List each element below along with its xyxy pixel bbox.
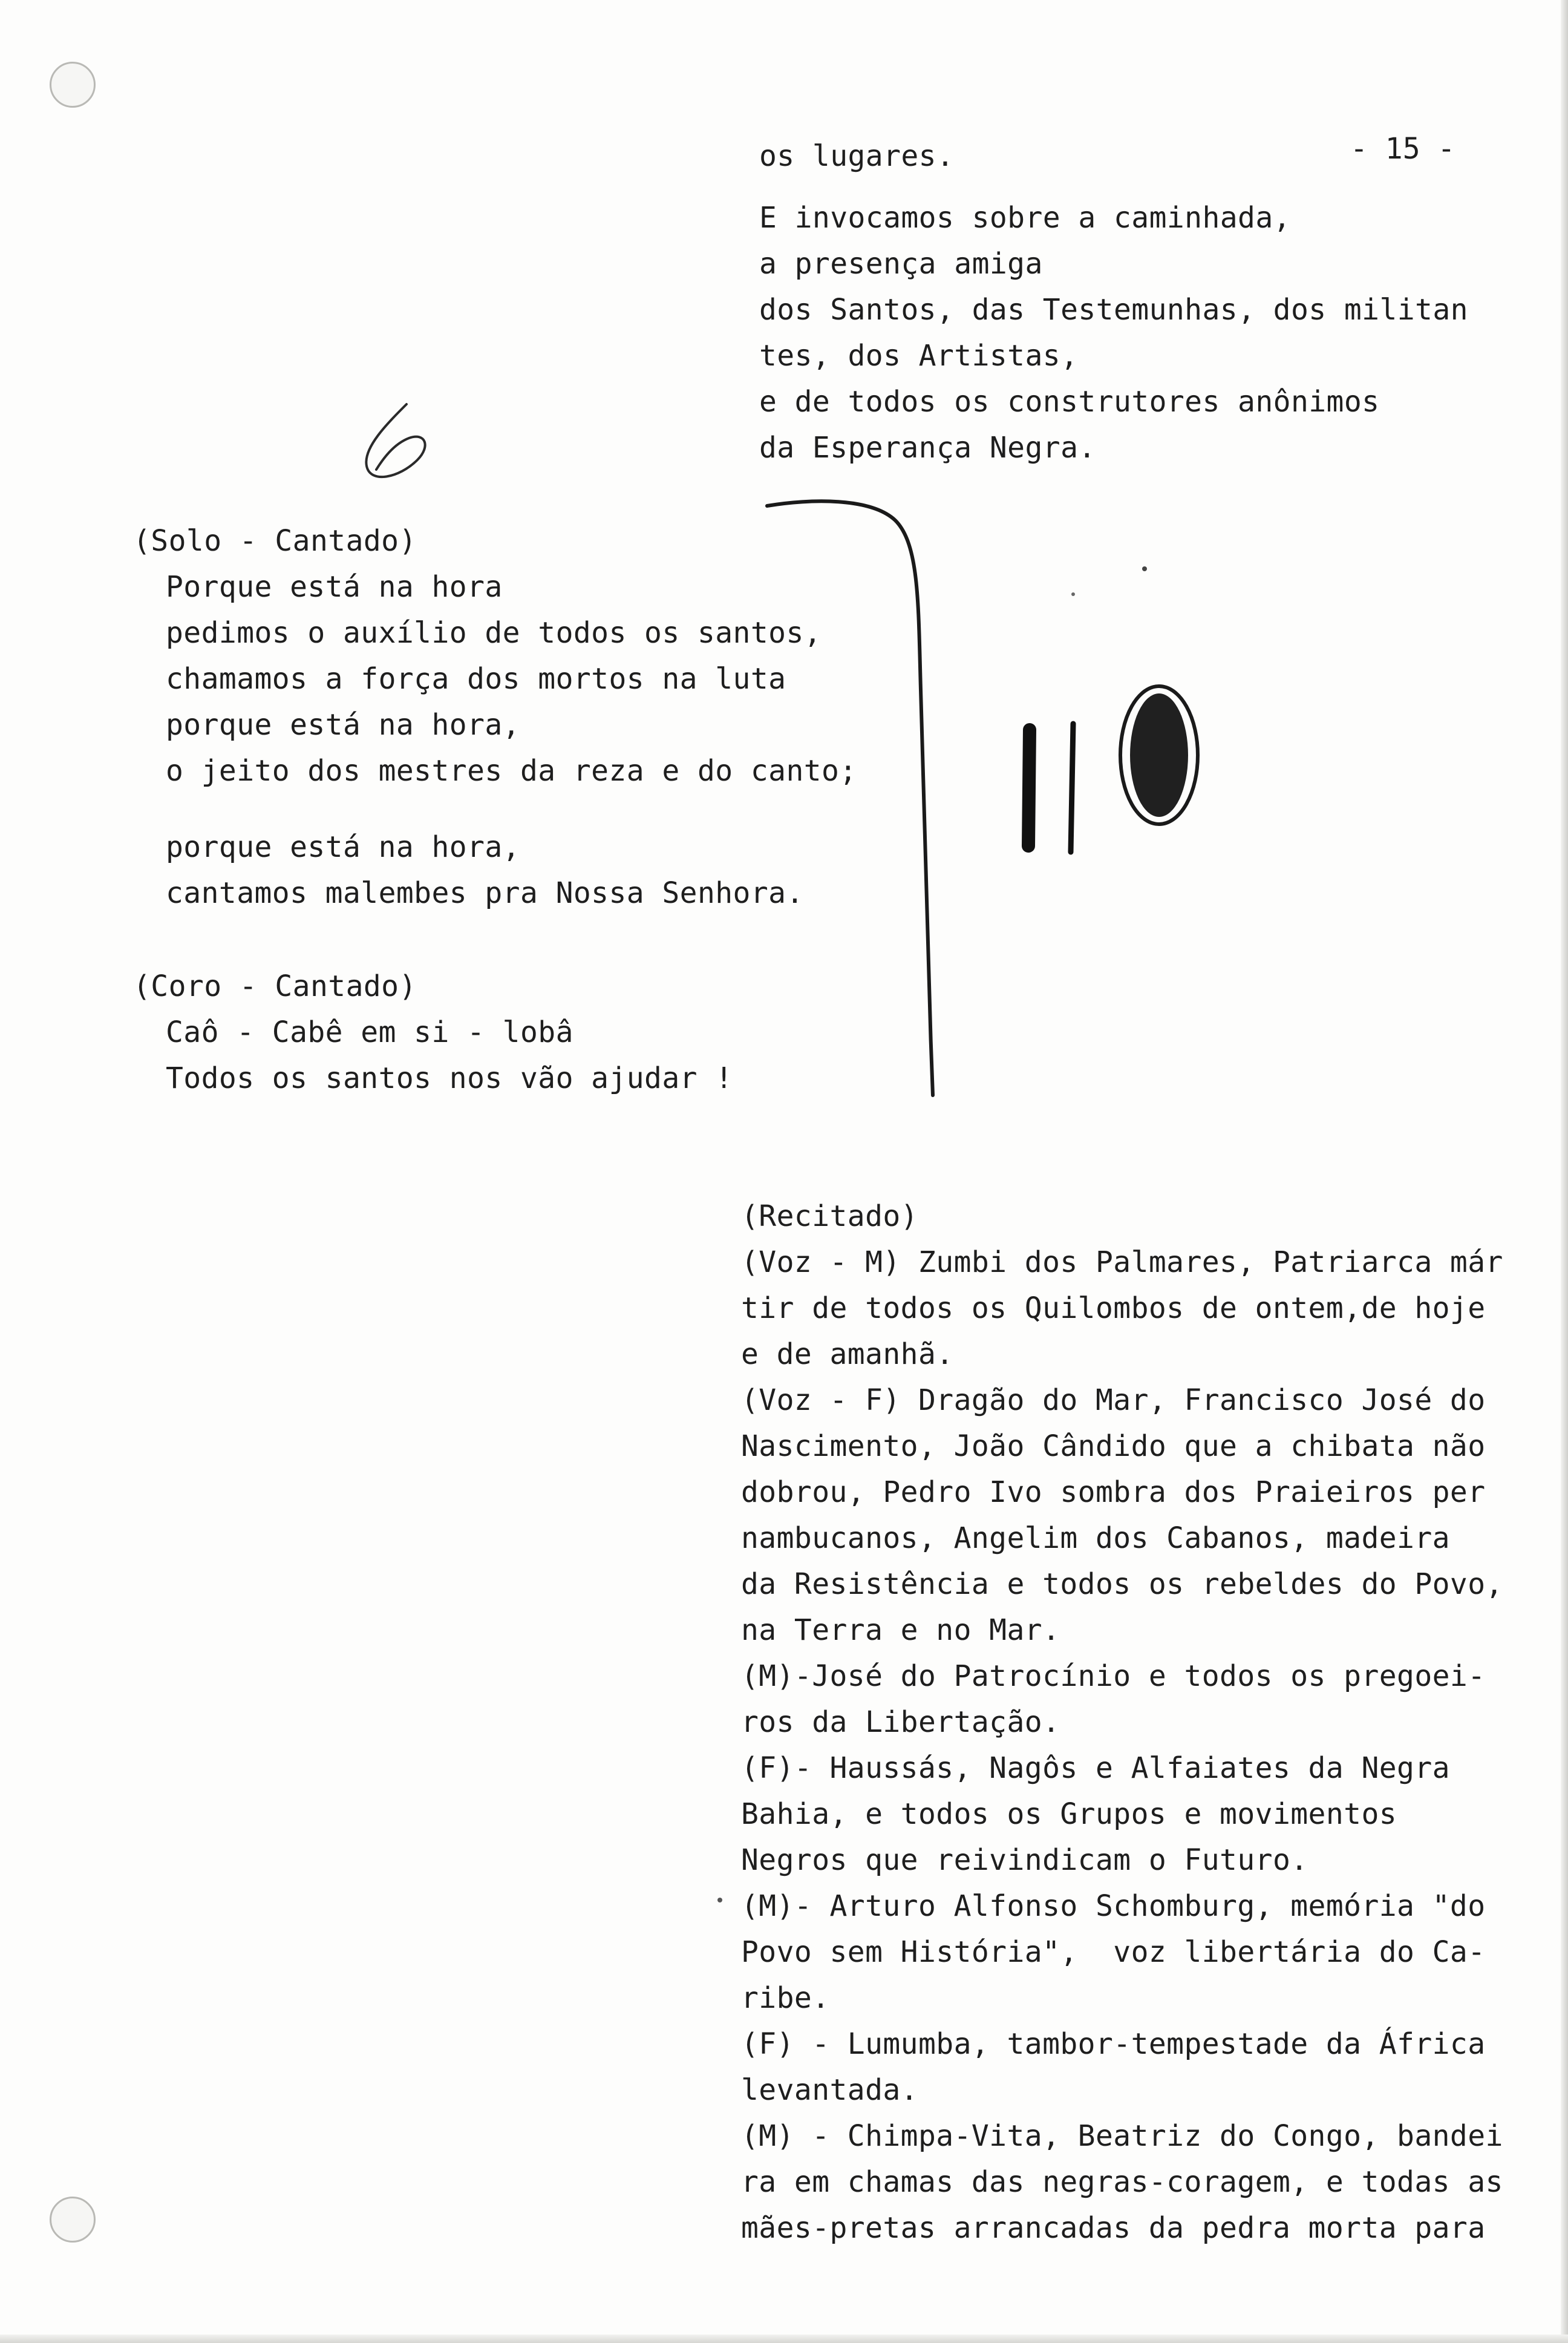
stray-dot (717, 1898, 722, 1902)
scribbled-oval-mark (1130, 693, 1188, 817)
solo-line: pedimos o auxílio de todos os santos, (166, 616, 822, 650)
solo-heading: (Solo - Cantado) (133, 524, 417, 558)
recitado-line: Bahia, e todos os Grupos e movimentos (741, 1797, 1397, 1831)
recitado-line: da Resistência e todos os rebeldes do Povo, (741, 1567, 1503, 1601)
coro-line: Todos os santos nos vão ajudar ! (166, 1061, 733, 1095)
recitado-line: ra em chamas das negras-coragem, e todas as (741, 2165, 1503, 2199)
recitado-line: tir de todos os Quilombos de ontem,de hoje (741, 1291, 1486, 1325)
recitado-line: (M) - Chimpa-Vita, Beatriz do Congo, bandei (741, 2119, 1503, 2153)
recitado-line: Nascimento, João Cândido que a chibata não (741, 1429, 1486, 1463)
solo-line: o jeito dos mestres da reza e do canto; (166, 754, 857, 788)
recitado-line: levantada. (741, 2073, 918, 2107)
recitado-line: Negros que reivindicam o Futuro. (741, 1843, 1308, 1877)
top-line: os lugares. (759, 139, 955, 173)
recitado-line: mães-pretas arrancadas da pedra morta para (741, 2211, 1486, 2245)
bracket-pen-line (767, 501, 933, 1095)
top-line: a presença amiga (759, 247, 1043, 281)
solo-line: chamamos a força dos mortos na luta (166, 662, 786, 696)
top-line: e de todos os construtores anônimos (759, 385, 1380, 419)
recitado-heading: (Recitado) (741, 1199, 918, 1233)
coro-line: Caô - Cabê em si - lobâ (166, 1015, 573, 1049)
recitado-line: Povo sem História", voz libertária do Ca- (741, 1935, 1486, 1969)
recitado-line: (Voz - M) Zumbi dos Palmares, Patriarca már (741, 1245, 1503, 1279)
recitado-line: ros da Libertação. (741, 1705, 1060, 1739)
stray-dot (1071, 592, 1075, 596)
recitado-line: ribe. (741, 1981, 830, 2015)
recitado-line: nambucanos, Angelim dos Cabanos, madeira (741, 1521, 1450, 1555)
recitado-line: (F)- Haussás, Nagôs e Alfaiates da Negra (741, 1751, 1450, 1785)
top-line: E invocamos sobre a caminhada, (759, 201, 1291, 235)
pen-tick-mark (1071, 724, 1073, 852)
recitado-line: (F) - Lumumba, tambor-tempestade da África (741, 2027, 1486, 2061)
solo-line: Porque está na hora (166, 570, 503, 604)
recitado-line: (Voz - F) Dragão do Mar, Francisco José do (741, 1383, 1486, 1417)
stray-dot (1142, 566, 1147, 571)
recitado-line: e de amanhã. (741, 1337, 954, 1371)
recitado-line: na Terra e no Mar. (741, 1613, 1060, 1647)
top-line: dos Santos, das Testemunhas, dos militan (759, 293, 1468, 327)
recitado-line: (M)-José do Patrocínio e todos os pregoei- (741, 1659, 1486, 1693)
handwritten-numeral-mark (366, 404, 425, 477)
pen-tick-mark (1028, 730, 1030, 846)
page-number: - 15 - (1350, 132, 1455, 166)
solo-line: cantamos malembes pra Nossa Senhora. (166, 876, 804, 910)
recitado-line: (M)- Arturo Alfonso Schomburg, memória "do (741, 1889, 1486, 1923)
solo-line: porque está na hora, (166, 830, 520, 864)
top-line: tes, dos Artistas, (759, 339, 1079, 373)
solo-line: porque está na hora, (166, 708, 520, 742)
coro-heading: (Coro - Cantado) (133, 969, 417, 1003)
recitado-line: dobrou, Pedro Ivo sombra dos Praieiros per (741, 1475, 1486, 1509)
top-line: da Esperança Negra. (759, 431, 1096, 465)
